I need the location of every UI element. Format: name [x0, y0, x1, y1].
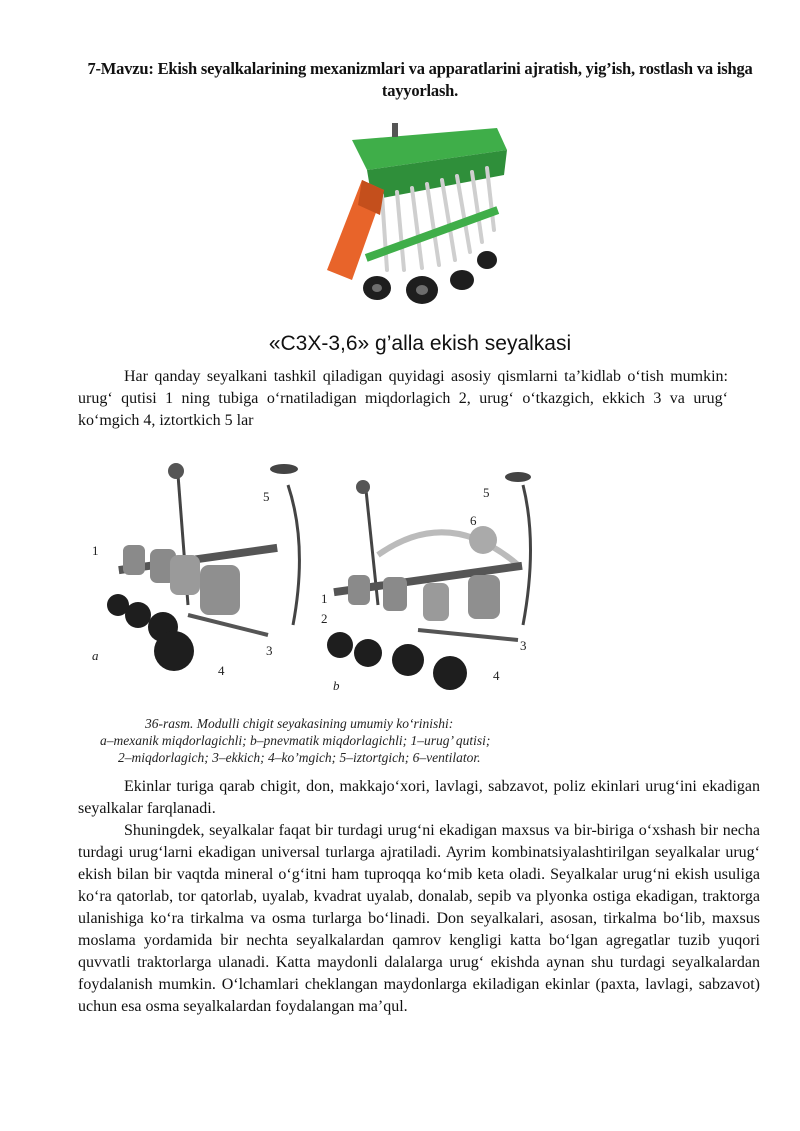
cotton-seeder-figure [78, 455, 578, 705]
fig-b-label-2: 2 [321, 611, 328, 626]
body-paragraph: Ekinlar turiga qarab chigit, don, makkajo‘xori, lavlagi, sabzavot, poliz ekinlari urug‘ini ekadigan seyalkalar farqlanadi. [78, 778, 760, 817]
fig-a-label-1: 1 [92, 543, 99, 558]
figure2-caption-line: 2–miqdorlagich; 3–ekkich; 4–ko’mgich; 5–iztortgich; 6–ventilator. [118, 750, 481, 765]
fig-b-label-b: b [333, 678, 340, 693]
body-text [78, 776, 760, 1018]
seeder-a-image [107, 463, 299, 671]
intro-text: Har qanday seyalkani tashkil qiladigan quyidagi asosiy qismlarni ta’kidlab o‘tish mumkin: urug‘ qutisi 1 ning tubiga o‘rnatiladigan miqdorlagich 2, urug‘ o‘tkazgich, ekkich 3 va urug‘ ko‘mgich 4, iztortkich 5 lar [78, 368, 728, 429]
fig-a-label-5: 5 [263, 489, 270, 504]
figure1-caption: «C3X-3,6» g’alla ekish seyalkasi [268, 332, 572, 355]
fig-b-label-1: 1 [321, 591, 328, 606]
body-paragraph: Shuningdek, seyalkalar faqat bir turdagi urug‘ni ekadigan maxsus va bir-biriga o‘xshash bir necha turdagi urug‘larni ekadigan universal turlarga ajratiladi. Ayrim kombinatsiyalashtirilgan seyalkalar urug‘ ekish bilan bir vaqtda mineral o‘g‘itni ham tuproqqa ko‘mib keta oladi. Seyalkalar urug‘ni ekish usuliga ko‘ra qatorlab, tor qatorlab, uyalab, kvadrat uyalab, donalab, sepib va plyonka ostiga ekadigan, traktorga ulanishiga ko‘ra tirkalma va osma turlarga bo‘linadi. Don seyalkalari, asosan, tirkalma bo‘lib, maxsus moslama yordamida bir nechta seyalkalardan qamrov kengligi katta bo‘lgan agregatlar tuzib yuqori quvvatli traktorlarga ulanadi. Katta maydonli dalalarga urug‘ ekishda aynan shu turdagi seyalkalardan foydalanish mumkin. O‘lchamlari cheklangan maydonlarga ekiladigan ekinlar (paxta, lavlagi, sabzavot) uchun esa osma seyalkalardan foydalangan ma’qul. [78, 822, 760, 1015]
fig-a-label-a: a [92, 648, 99, 663]
seeder-b-image [327, 472, 531, 690]
grain-seeder-image [322, 120, 512, 310]
fig-a-label-3: 3 [266, 643, 273, 658]
figure2-caption-line: 36-rasm. Modulli chigit seyakasining umumiy ko‘rinishi: [145, 716, 454, 731]
fig-b-label-4: 4 [493, 668, 500, 683]
figure2-caption-line: a–mexanik miqdorlagichli; b–pnevmatik miqdorlagichli; 1–urug’ qutisi; [100, 733, 491, 748]
fig-a-label-4: 4 [218, 663, 225, 678]
fig-b-label-6: 6 [470, 513, 477, 528]
fig-b-label-5: 5 [483, 485, 490, 500]
intro-paragraph [78, 366, 728, 432]
fig-b-label-3: 3 [520, 638, 527, 653]
page-title: 7-Mavzu: Ekish seyalkalarining mexanizmlari va apparatlarini ajratish, yig’ish, rostlash va ishga tayyorlash. [87, 59, 753, 100]
figure2-caption [100, 715, 560, 766]
